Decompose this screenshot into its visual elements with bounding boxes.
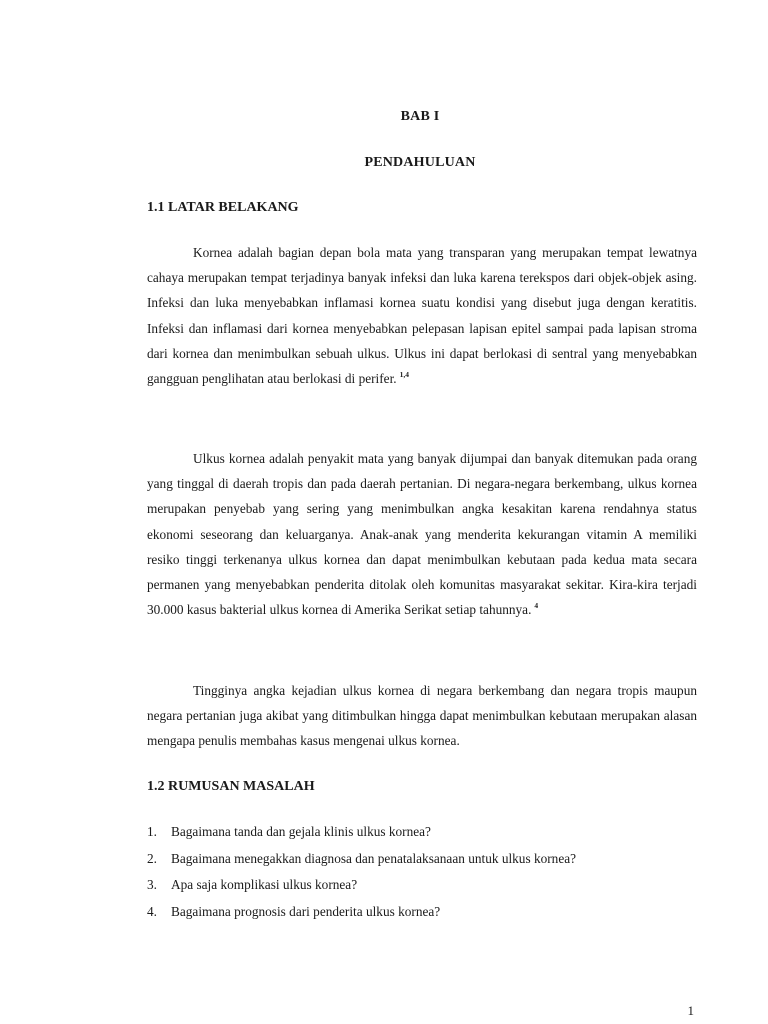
list-item-text: Bagaimana prognosis dari penderita ulkus kornea? xyxy=(171,903,441,919)
section-heading-latar-belakang: 1.1 LATAR BELAKANG xyxy=(147,200,299,215)
problem-list xyxy=(147,819,697,925)
page-number: 1 xyxy=(687,1003,694,1018)
paragraph-3 xyxy=(147,678,697,754)
list-item xyxy=(147,872,697,899)
paragraph-1 xyxy=(147,240,697,391)
list-item-number: 1. xyxy=(147,824,157,839)
list-item-number: 2. xyxy=(147,850,157,866)
list-item-number: 3. xyxy=(147,877,157,892)
list-item xyxy=(147,819,697,846)
list-item xyxy=(147,846,697,873)
paragraph-2 xyxy=(147,446,697,622)
citation-1: 1,4 xyxy=(399,370,409,380)
chapter-label: BAB I xyxy=(400,109,440,124)
chapter-title: PENDAHULUAN xyxy=(364,155,476,170)
list-item-text: Bagaimana menegakkan diagnosa dan penatalaksanaan untuk ulkus kornea? xyxy=(171,850,577,866)
paragraph-2-text: Ulkus kornea adalah penyakit mata yang banyak dijumpai dan banyak ditemukan pada orang yang tinggal di daerah tropis dan pada daerah pertanian. Di negara-negara berkembang, ulkus kornea merupakan penyebab yang sering yang menimbulkan angka kesakitan karena rendahnya status ekonomi seseorang dan keluarganya. Anak-anak yang menderita kekurangan vitamin A memiliki resiko tinggi terkenanya ulkus kornea dan dapat menimbulkan kebutaan pada kedua mata secara permanen yang menyebabkan penderita ditolak oleh komunitas masyarakat sekitar. Kira-kira terjadi 30.000 kasus bakterial ulkus kornea di Amerika Serikat setiap tahunnya. xyxy=(147,451,697,618)
list-item xyxy=(147,899,697,926)
list-item-number: 4. xyxy=(147,903,157,919)
list-item-text: Apa saja komplikasi ulkus kornea? xyxy=(171,877,358,892)
paragraph-3-text: Tingginya angka kejadian ulkus kornea di negara berkembang dan negara tropis maupun negara pertanian juga akibat yang ditimbulkan hingga dapat menimbulkan kebutaan merupakan alasan mengapa penulis membahas kasus mengenai ulkus kornea. xyxy=(147,683,697,749)
section-heading-rumusan-masalah: 1.2 RUMUSAN MASALAH xyxy=(147,779,315,794)
citation-2: 4 xyxy=(534,601,539,611)
paragraph-1-text: Kornea adalah bagian depan bola mata yang transparan yang merupakan tempat lewatnya cahaya merupakan tempat terjadinya banyak infeksi dan luka karena terekspos dari objek-objek asing. Infeksi dan luka menyebabkan inflamasi kornea suatu kondisi yang disebut juga dengan keratitis. Infeksi dan inflamasi dari kornea menyebabkan pelepasan lapisan epitel sampai pada lapisan stroma dari kornea dan menimbulkan sebuah ulkus. Ulkus ini dapat berlokasi di sentral yang menyebabkan gangguan penglihatan atau berlokasi di perifer. xyxy=(147,245,697,387)
list-item-text: Bagaimana tanda dan gejala klinis ulkus kornea? xyxy=(171,824,431,839)
